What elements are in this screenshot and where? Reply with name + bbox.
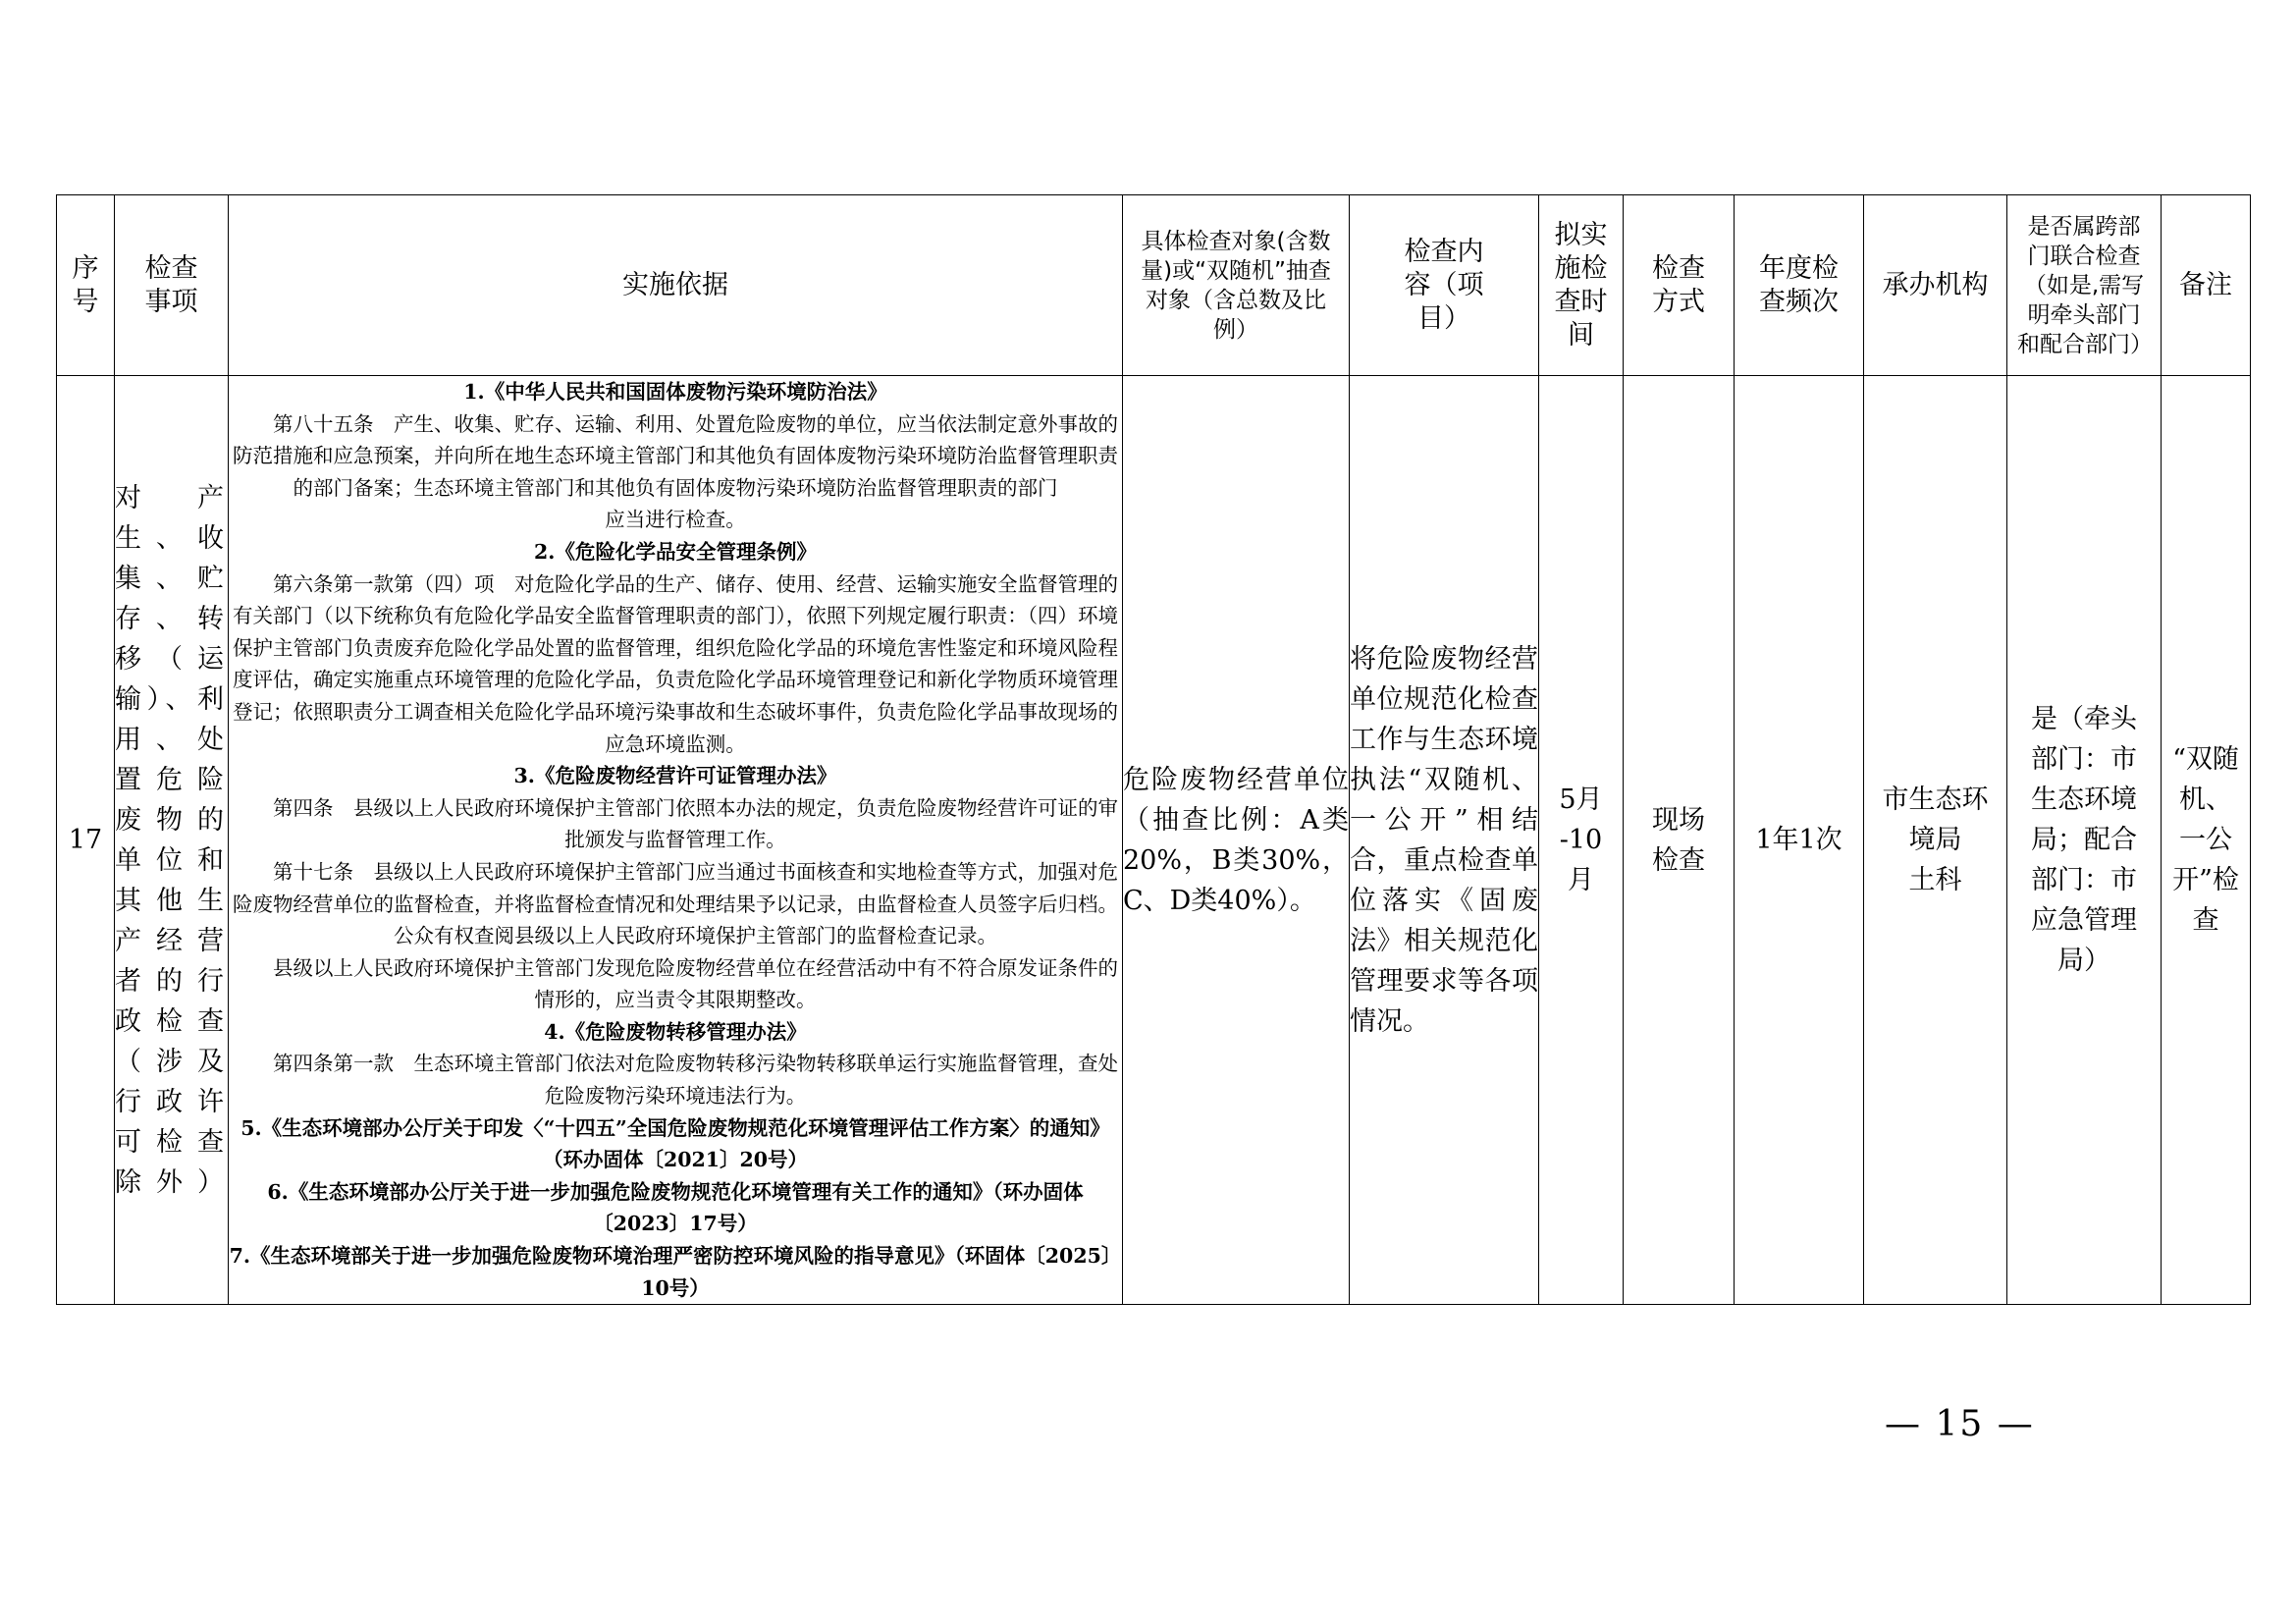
page-number: — 15 — [1885, 1404, 2035, 1444]
basis-law-title: 1.《中华人民共和国固体废物污染环境防治法》 [463, 380, 887, 404]
header-remark: 备注 [2162, 195, 2251, 376]
cell-org: 市生态环 境局 土科 [1864, 376, 2007, 1305]
header-freq: 年度检查频次 [1735, 195, 1864, 376]
cell-target [1123, 376, 1350, 1305]
inspection-table [56, 194, 2251, 1305]
header-method: 检查方式 [1624, 195, 1735, 376]
basis-article: 县级以上人民政府环境保护主管部门发现危险废物经营单位在经营活动中有不符合原发证条件的情形的，应当责令其限期整改。 [273, 955, 1118, 1012]
cell-item [115, 376, 229, 1305]
header-time: 拟实施检查时间 [1539, 195, 1624, 376]
header-item: 检查事项 [115, 195, 229, 376]
basis-law-title: 4.《危险废物转移管理办法》 [544, 1019, 807, 1044]
basis-article: 第八十五条 产生、收集、贮存、运输、利用、处置危险废物的单位，应当依法制定意外事故的防范措施和应急预案，并向所在地生态环境主管部门和其他负有固体废物污染环境防治监督管理职责的部门备案；生态环境主管部门和其他负有固体废物污染环境防治监督管理职责的部门 [233, 411, 1118, 500]
cell-content [1350, 376, 1539, 1305]
basis-article: 第四条 县级以上人民政府环境保护主管部门依照本办法的规定，负责危险废物经营许可证的审批颁发与监督管理工作。 [273, 795, 1118, 852]
header-basis: 实施依据 [229, 195, 1123, 376]
cell-content-text: 将危险废物经营单位规范化检查工作与生态环境执法“双随机、一公开”相结合，重点检查单位落实《固废法》相关规范化管理要求等各项情况。 [1350, 643, 1538, 1037]
basis-article: 第六条第一款第（四）项 对危险化学品的生产、储存、使用、经营、运输实施安全监督管理的有关部门（以下统称负有危险化学品安全监督管理职责的部门），依照下列规定履行职责：（四）环境保护主管部门负责废弃危险化学品处置的监督管理，组织危险化学品的环境危害性鉴定和环境风险程度评估，确定实施重点环境管理的危险化学品，负责危险化学品环境管理登记和新化学物质环境管理登记；依照职责分工调查相关危险化学品环境污染事故和生态破坏事件，负责危险化学品事故现场的应急环境监测。 [233, 571, 1118, 756]
basis-article: 第十七条 县级以上人民政府环境保护主管部门应当通过书面核查和实地检查等方式，加强对危险废物经营单位的监督检查，并将监督检查情况和处理结果予以记录，由监督检查人员签字后归档。 [233, 859, 1118, 916]
basis-law-title: 2.《危险化学品安全管理条例》 [534, 539, 817, 564]
header-joint: 是否属跨部门联合检查（如是,需写明牵头部门和配合部门） [2007, 195, 2162, 376]
header-content: 检查内容（项目） [1350, 195, 1539, 376]
basis-article: 第四条第一款 生态环境主管部门依法对危险废物转移污染物转移联单运行实施监督管理，查处危险废物污染环境违法行为。 [273, 1052, 1118, 1109]
header-row [57, 195, 2251, 376]
cell-item-text: 对产生、收集、贮存、转移（运输）、利用、处置危险废物的单位和其他生产经营者的行政检查（涉及行政许可检查除外） [115, 482, 228, 1198]
table-row [57, 376, 2251, 1305]
cell-method: 现场 检查 [1624, 376, 1735, 1305]
cell-joint: 是（牵头部门：市生态环境局；配合部门：市应急管理局） [2007, 376, 2162, 1305]
basis-law-title: 3.《危险废物经营许可证管理办法》 [513, 764, 837, 788]
cell-basis [229, 376, 1123, 1305]
basis-article: 应当进行检查。 [605, 508, 746, 532]
basis-article: 公众有权查阅县级以上人民政府环境保护主管部门的监督检查记录。 [394, 924, 997, 948]
cell-remark: “双随机、一公开”检查 [2162, 376, 2251, 1305]
cell-seq: 17 [57, 376, 115, 1305]
header-target: 具体检查对象(含数量)或“双随机”抽查对象（含总数及比例） [1123, 195, 1350, 376]
basis-law-title: 7.《生态环境部关于进一步加强危险废物环境治理严密防控环境风险的指导意见》（环固体〔2025〕10号） [229, 1244, 1122, 1300]
basis-law-title: 6.《生态环境部办公厅关于进一步加强危险废物规范化环境管理有关工作的通知》（环办固体〔2023〕17号） [267, 1179, 1084, 1236]
cell-time: 5月 -10 月 [1539, 376, 1624, 1305]
cell-target-text: 危险废物经营单位（抽查比例：A类20%，B类30%，C、D类40%）。 [1123, 764, 1349, 916]
basis-law-title: 5.《生态环境部办公厅关于印发〈“十四五”全国危险废物规范化环境管理评估工作方案〉的通知》（环办固体〔2021〕20号） [240, 1115, 1110, 1172]
header-org: 承办机构 [1864, 195, 2007, 376]
header-seq: 序号 [57, 195, 115, 376]
cell-freq: 1年1次 [1735, 376, 1864, 1305]
